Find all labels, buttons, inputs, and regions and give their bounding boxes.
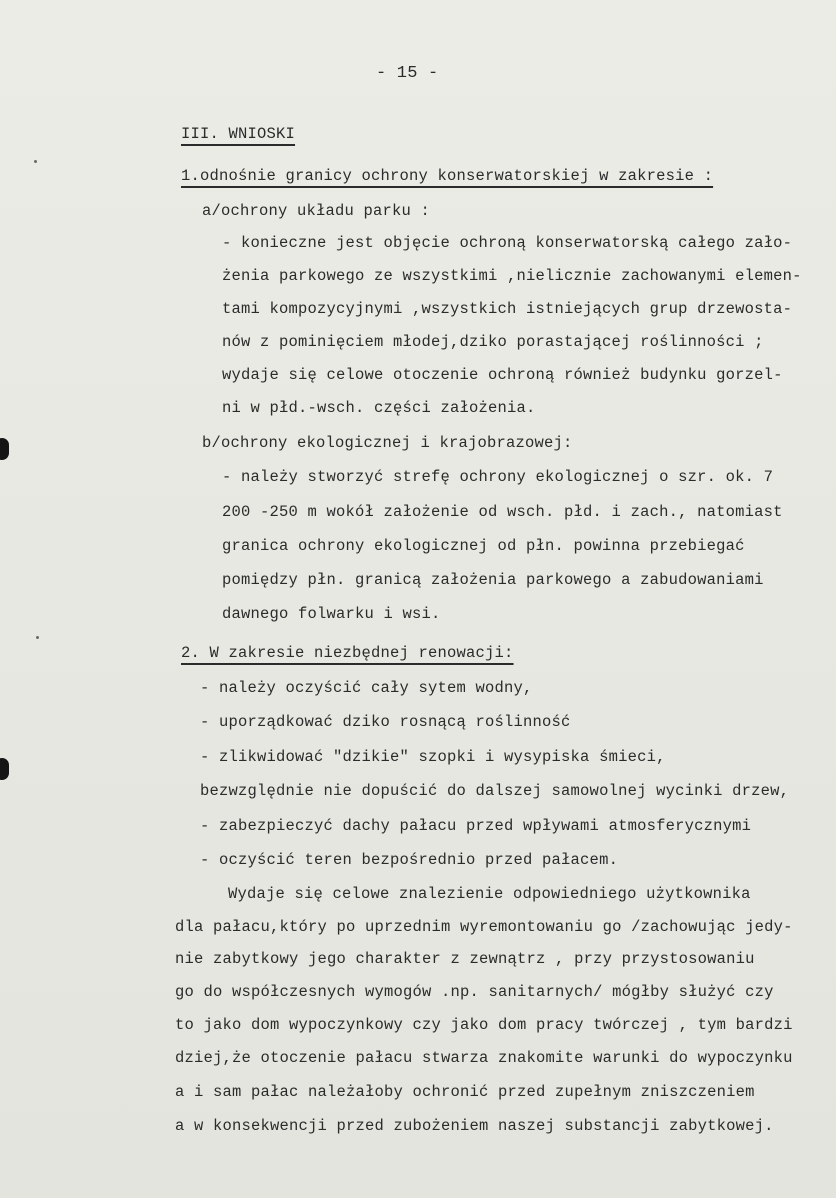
item1-b-line: dawnego folwarku i wsi.	[222, 605, 441, 623]
item1-a-line: wydaje się celowe otoczenie ochroną również budynku gorzel-	[222, 366, 783, 384]
punch-hole-top	[0, 438, 9, 460]
page-number: - 15 -	[376, 64, 439, 83]
item1-b-line: 200 -250 m wokół założenie od wsch. płd. i zach., natomiast	[222, 503, 783, 521]
closing-line: Wydaje się celowe znalezienie odpowiedniego użytkownika	[228, 885, 751, 903]
item2-line: - uporządkować dziko rosnącą roślinność	[200, 713, 571, 731]
item1-b-heading: b/ochrony ekologicznej i krajobrazowej:	[202, 434, 573, 452]
item1-b-line: granica ochrony ekologicznej od płn. powinna przebiegać	[222, 537, 745, 555]
item2-line: - oczyścić teren bezpośrednio przed pałacem.	[200, 851, 619, 869]
item1-b-line: pomiędzy płn. granicą założenia parkowego a zabudowaniami	[222, 571, 764, 589]
item1-a-line: tami kompozycyjnymi ,wszystkich istniejących grup drzewosta-	[222, 300, 793, 318]
paper-speck	[34, 160, 37, 163]
closing-line: dziej,że otoczenie pałacu stwarza znakomite warunki do wypoczynku	[175, 1049, 793, 1067]
closing-line: to jako dom wypoczynkowy czy jako dom pracy twórczej , tym bardzi	[175, 1016, 793, 1034]
closing-line: go do współczesnych wymogów .np. sanitarnych/ mógłby służyć czy	[175, 983, 774, 1001]
item2-line: - zabezpieczyć dachy pałacu przed wpływami atmosferycznymi	[200, 817, 752, 835]
section-heading: III. WNIOSKI	[181, 125, 296, 143]
item2-line: - należy oczyścić cały sytem wodny,	[200, 679, 533, 697]
closing-line: a w konsekwencji przed zubożeniem naszej substancji zabytkowej.	[175, 1117, 774, 1135]
item2-line: bezwzględnie nie dopuścić do dalszej samowolnej wycinki drzew,	[200, 782, 790, 800]
item1-a-line: nów z pominięciem młodej,dziko porastającej roślinności ;	[222, 333, 764, 351]
item1-a-line: - konieczne jest objęcie ochroną konserwatorską całego zało-	[222, 234, 793, 252]
paper-speck	[36, 636, 39, 639]
closing-line: nie zabytkowy jego charakter z zewnątrz , przy przystosowaniu	[175, 950, 755, 968]
item1-b-line: - należy stworzyć strefę ochrony ekologicznej o szr. ok. 7	[222, 468, 774, 486]
closing-line: a i sam pałac należałoby ochronić przed zupełnym zniszczeniem	[175, 1083, 755, 1101]
item2-line: - zlikwidować "dzikie" szopki i wysypiska śmieci,	[200, 748, 666, 766]
item1-a-heading: a/ochrony układu parku :	[202, 202, 431, 220]
item1-a-line: żenia parkowego ze wszystkimi ,nielicznie zachowanymi elemen-	[222, 267, 802, 285]
item2-heading: 2. W zakresie niezbędnej renowacji:	[181, 644, 514, 662]
item1-heading: 1.odnośnie granicy ochrony konserwatorskiej w zakresie :	[181, 167, 714, 185]
item1-a-line: ni w płd.-wsch. części założenia.	[222, 399, 536, 417]
closing-line: dla pałacu,który po uprzednim wyremontowaniu go /zachowując jedy-	[175, 918, 793, 936]
punch-hole-bottom	[0, 758, 9, 780]
